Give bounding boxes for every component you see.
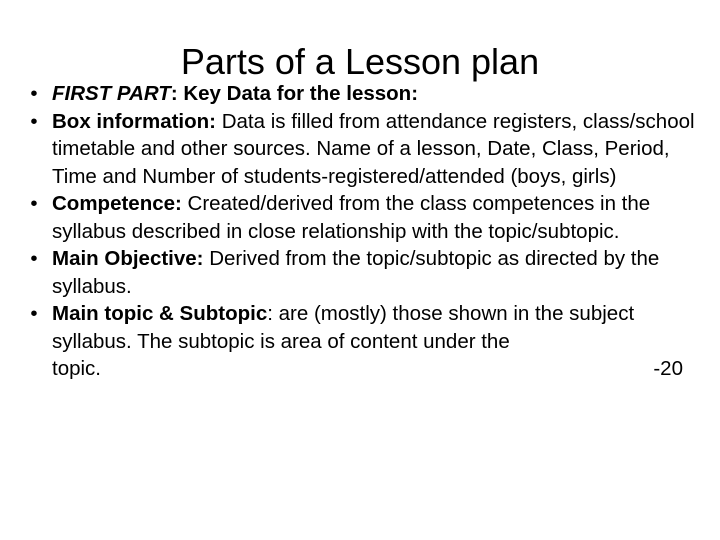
bullet-dot-icon: •	[30, 82, 38, 105]
bullet-main-objective	[22, 245, 702, 300]
bullet-dot-icon: •	[30, 247, 38, 270]
main-topic-tail: topic.	[52, 357, 101, 380]
main-topic-tail-row	[52, 355, 683, 383]
bullet-main-topic	[22, 300, 702, 383]
bullet-dot-icon: •	[30, 109, 38, 133]
bullet-list	[22, 80, 702, 383]
box-information-heading: Box information:	[52, 109, 216, 133]
competence-text: Created/derived from the class competences in the syllabus described in close relationship with the topic/subtopic.	[52, 192, 651, 243]
first-part-heading: FIRST PART	[52, 82, 171, 105]
main-topic-text: : are (mostly) those shown in the subject syllabus. The subtopic is area of content under the	[52, 302, 635, 353]
slide-title: Parts of a Lesson plan	[180, 41, 540, 83]
box-information-text: Data is filled from attendance registers, class/school timetable and other sources. Name of a lesson, Date, Class, Period, Time and Number of students-registered/attended (boys, girls)	[52, 109, 695, 188]
competence-heading: Competence:	[52, 192, 182, 215]
bullet-first-part	[22, 80, 702, 108]
first-part-label: : Key Data for the lesson:	[170, 82, 419, 105]
bullet-competence	[22, 190, 702, 245]
bullet-box-information	[22, 108, 702, 191]
bullet-dot-icon: •	[30, 192, 38, 215]
bullet-dot-icon: •	[30, 302, 38, 325]
page-reference: -20	[653, 357, 683, 380]
main-topic-heading: Main topic & Subtopic	[52, 302, 268, 325]
main-objective-heading: Main Objective:	[52, 247, 204, 270]
main-objective-text: Derived from the topic/subtopic as directed by the syllabus.	[52, 247, 660, 298]
